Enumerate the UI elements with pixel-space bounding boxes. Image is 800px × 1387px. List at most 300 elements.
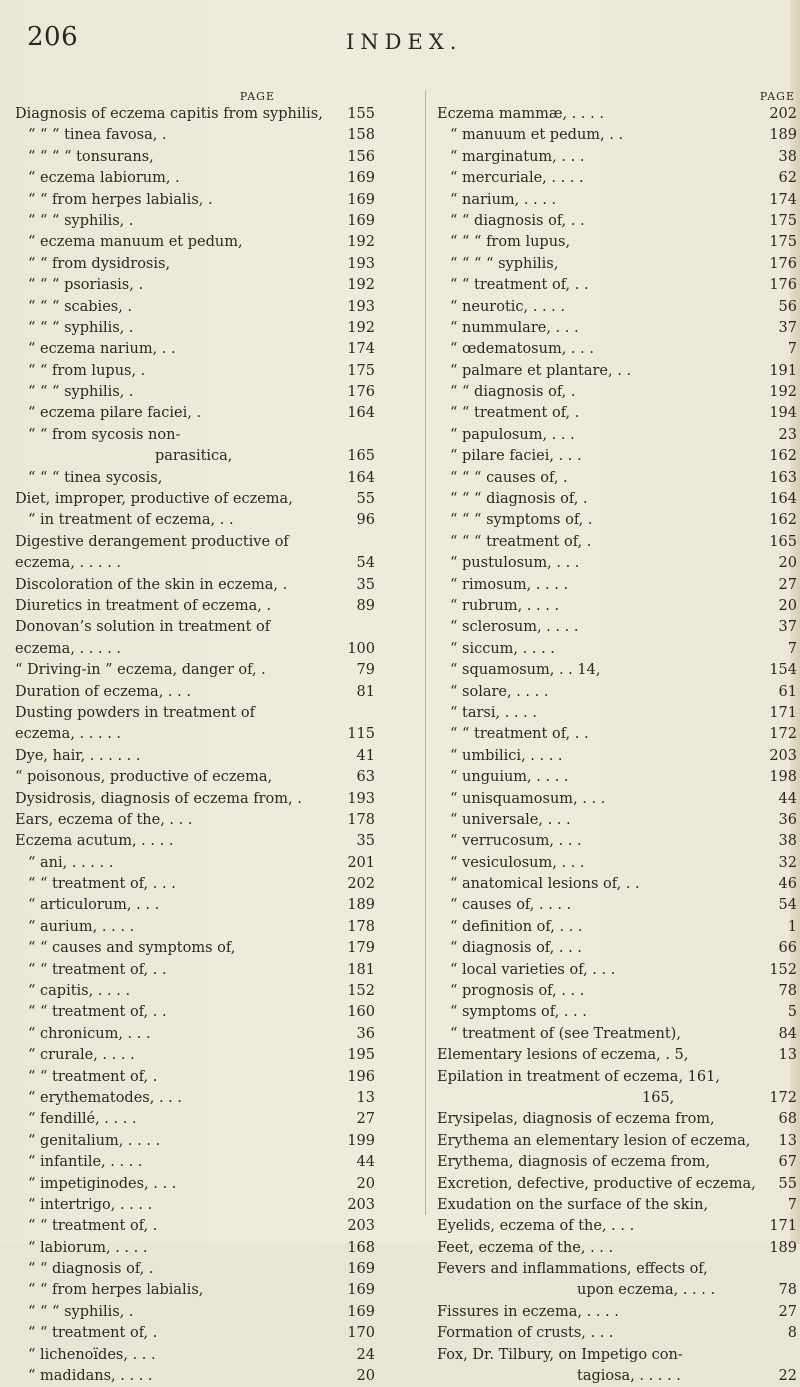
entry-text: “ lichenoïdes, . . . (28, 1346, 156, 1363)
entry-text: “ papulosum, . . . (450, 426, 575, 443)
index-entry (437, 168, 797, 189)
index-entry (15, 532, 375, 553)
entry-page: 32 (778, 854, 797, 871)
entry-text: “ “ “ syphilis, . (28, 319, 134, 336)
index-entry (437, 468, 797, 489)
entry-text: “ “ treatment of, . . (28, 961, 167, 978)
index-entry (15, 190, 375, 211)
entry-page: 196 (347, 1068, 375, 1085)
entry-text: “ local varieties of, . . . (450, 961, 616, 978)
index-entry (437, 831, 797, 852)
entry-text: “ “ diagnosis of, . . (450, 212, 585, 229)
entry-text: “ unisquamosum, . . . (450, 790, 606, 807)
entry-text: “ “ “ from lupus, (450, 234, 571, 251)
entry-page: 89 (356, 597, 375, 614)
entry-page: 78 (778, 1282, 797, 1299)
entry-text: Excretion, defective, productive of eczema, (437, 1175, 756, 1192)
index-entry (437, 1259, 797, 1280)
entry-text: “ anatomical lesions of, . . (450, 876, 640, 893)
entry-page: 46 (778, 876, 797, 893)
entry-page: 81 (356, 683, 375, 700)
entry-text: Diet, improper, productive of eczema, (15, 491, 293, 508)
entry-text: “ poisonous, productive of eczema, (15, 769, 273, 786)
entry-page: 181 (347, 961, 375, 978)
index-entry (437, 1345, 797, 1366)
entry-text: “ “ from lupus, . (28, 362, 146, 379)
entry-text: “ “ from herpes labialis, (28, 1282, 204, 1299)
index-entry (437, 874, 797, 895)
entry-text: “ manuum et pedum, . . (450, 127, 624, 144)
entry-text: Discoloration of the skin in eczema, . (15, 576, 288, 593)
index-entry (15, 660, 375, 681)
entry-text: “ articulorum, . . . (28, 897, 160, 914)
entry-text: Fissures in eczema, . . . . (437, 1303, 619, 1320)
index-entry (437, 275, 797, 296)
entry-text: “ “ “ diagnosis of, . (450, 491, 588, 508)
index-entry (15, 853, 375, 874)
index-entry (437, 960, 797, 981)
entry-text: Erythema an elementary lesion of eczema, (437, 1132, 751, 1149)
entry-page: 5 (787, 1004, 797, 1021)
entry-page: 169 (347, 170, 375, 187)
entry-page: 160 (347, 1004, 375, 1021)
entry-page: 62 (778, 170, 797, 187)
index-entry (437, 596, 797, 617)
entry-page: 63 (356, 769, 375, 786)
index-entry (437, 1024, 797, 1045)
entry-text: “ squamosum, . . 14, (450, 662, 601, 679)
index-entry (15, 703, 375, 724)
page-number: 206 (27, 22, 79, 52)
index-entry (15, 874, 375, 895)
index-entry (15, 361, 375, 382)
index-entry (437, 297, 797, 318)
entry-text: Eczema mammæ, . . . . (437, 106, 604, 122)
entry-page: 36 (778, 811, 797, 828)
entry-text: “ definition of, . . . (450, 918, 583, 935)
index-entry (15, 767, 375, 788)
index-entry (437, 1216, 797, 1237)
index-entry (437, 1045, 797, 1066)
index-entry (437, 403, 797, 424)
entry-text: “ madidans, . . . . (28, 1368, 153, 1385)
entry-page: 162 (769, 512, 797, 529)
entry-page: 38 (778, 148, 797, 165)
index-entry (15, 1323, 375, 1344)
entry-text: “ causes of, . . . . (450, 897, 572, 914)
entry-text: “ pustulosum, . . . (450, 555, 580, 572)
running-head-title: INDEX. (346, 30, 463, 54)
entry-page: 13 (356, 1089, 375, 1106)
index-entry (15, 1216, 375, 1237)
entry-text: Diagnosis of eczema capitis from syphilis, (15, 106, 323, 122)
index-entry (15, 617, 375, 638)
index-entry (15, 724, 375, 745)
index-entry (15, 510, 375, 531)
entry-page: 68 (778, 1111, 797, 1128)
entry-page: 189 (769, 1239, 797, 1256)
entry-text: Exudation on the surface of the skin, (437, 1196, 709, 1213)
entry-page: 192 (347, 277, 375, 294)
entry-text: Donovan’s solution in treatment of (15, 619, 271, 636)
entry-text: Ears, eczema of the, . . . (15, 811, 193, 828)
index-entry (437, 917, 797, 938)
index-entry (437, 446, 797, 467)
entry-page: 178 (347, 918, 375, 935)
index-entry (437, 254, 797, 275)
entry-page: 202 (347, 876, 375, 893)
entry-page: 162 (769, 448, 797, 465)
entry-text: “ diagnosis of, . . . (450, 940, 582, 957)
entry-page: 174 (347, 341, 375, 358)
entry-text: “ “ “ causes of, . (450, 469, 568, 486)
index-entry (15, 275, 375, 296)
column-divider (425, 90, 426, 1215)
entry-page: 192 (347, 234, 375, 251)
entry-text: “ “ “ tinea favosa, . (28, 127, 167, 144)
entry-text: Dysidrosis, diagnosis of eczema from, . (15, 790, 302, 807)
index-entry (437, 1195, 797, 1216)
entry-text: 165, (642, 1089, 675, 1106)
entry-page: 13 (778, 1132, 797, 1149)
index-entry (437, 318, 797, 339)
entry-text: “ “ treatment of, . . (28, 1004, 167, 1021)
entry-text: “ palmare et plantare, . . (450, 362, 632, 379)
entry-page: 169 (347, 1282, 375, 1299)
entry-text: parasitica, (155, 448, 233, 465)
entry-text: “ solare, . . . . (450, 683, 549, 700)
entry-text: “ “ diagnosis of, . (450, 384, 576, 401)
entry-text: “ aurium, . . . . (28, 918, 135, 935)
entry-page: 178 (347, 811, 375, 828)
entry-page: 35 (356, 576, 375, 593)
entry-text: “ vesiculosum, . . . (450, 854, 585, 871)
index-entry (437, 724, 797, 745)
index-entry (15, 895, 375, 916)
entry-text: “ “ “ psoriasis, . (28, 277, 144, 294)
entry-text: “ eczema manuum et pedum, (28, 234, 243, 251)
index-entry (437, 895, 797, 916)
entry-text: “ rimosum, . . . . (450, 576, 569, 593)
index-entry (437, 1002, 797, 1023)
entry-page: 61 (778, 683, 797, 700)
entry-text: “ capitis, . . . . (28, 983, 131, 1000)
index-entry (437, 1238, 797, 1259)
entry-page: 171 (769, 1218, 797, 1235)
entry-page: 35 (356, 833, 375, 850)
index-entry (437, 532, 797, 553)
index-entry (437, 553, 797, 574)
entry-page: 27 (356, 1111, 375, 1128)
index-entry (437, 853, 797, 874)
entry-text: “ genitalium, . . . . (28, 1132, 161, 1149)
entry-text: “ umbilici, . . . . (450, 747, 563, 764)
index-entry (15, 789, 375, 810)
entry-text: “ “ “ symptoms of, . (450, 512, 593, 529)
entry-text: eczema, . . . . . (15, 555, 122, 572)
entry-text: “ labiorum, . . . . (28, 1239, 148, 1256)
index-entry (15, 1280, 375, 1301)
entry-text: upon eczema, . . . . (577, 1282, 716, 1299)
entry-page: 24 (356, 1346, 375, 1363)
entry-text: “ universale, . . . (450, 811, 571, 828)
entry-text: “ eczema pilare faciei, . (28, 405, 202, 422)
index-entry (437, 510, 797, 531)
entry-page: 169 (347, 191, 375, 208)
entry-text: “ symptoms of, . . . (450, 1004, 587, 1021)
entry-text: “ “ diagnosis of, . (28, 1261, 154, 1278)
entry-page: 22 (778, 1368, 797, 1385)
index-entry (15, 1002, 375, 1023)
index-entry (15, 339, 375, 360)
entry-page: 193 (347, 790, 375, 807)
index-entry (15, 104, 375, 125)
entry-page: 8 (787, 1325, 797, 1342)
entry-page: 55 (778, 1175, 797, 1192)
entry-text: “ “ treatment of, . . (450, 277, 589, 294)
entry-page: 154 (769, 662, 797, 679)
entry-text: “ “ “ treatment of, . (450, 533, 592, 550)
entry-text: “ “ “ syphilis, . (28, 1303, 134, 1320)
index-entry (437, 1280, 797, 1301)
index-entry (15, 1088, 375, 1109)
entry-text: “ in treatment of eczema, . . (28, 512, 234, 529)
index-entry (437, 147, 797, 168)
entry-text: “ “ causes and symptoms of, (28, 940, 236, 957)
entry-text: “ fendillé, . . . . (28, 1111, 137, 1128)
index-entry (437, 767, 797, 788)
entry-text: “ “ treatment of, . (28, 1218, 158, 1235)
entry-page: 194 (769, 405, 797, 422)
entry-page: 78 (778, 983, 797, 1000)
index-entry (15, 147, 375, 168)
entry-text: Epilation in treatment of eczema, 161, (437, 1068, 720, 1085)
index-entry (15, 211, 375, 232)
entry-text: “ eczema narium, . . (28, 341, 176, 358)
index-entry (437, 789, 797, 810)
entry-page: 164 (347, 469, 375, 486)
entry-text: Elementary lesions of eczema, . 5, (437, 1047, 689, 1064)
entry-page: 203 (347, 1196, 375, 1213)
entry-page: 168 (347, 1239, 375, 1256)
entry-text: Dusting powders in treatment of (15, 704, 255, 721)
entry-text: “ “ from herpes labialis, . (28, 191, 213, 208)
entry-text: “ impetiginodes, . . . (28, 1175, 177, 1192)
entry-text: “ “ “ tinea sycosis, (28, 469, 163, 486)
entry-text: “ treatment of (see Treatment), (450, 1025, 681, 1042)
entry-page: 165 (769, 533, 797, 550)
entry-text: “ verrucosum, . . . (450, 833, 582, 850)
entry-text: eczema, . . . . . (15, 726, 122, 743)
entry-page: 37 (778, 619, 797, 636)
entry-page: 79 (356, 662, 375, 679)
entry-page: 175 (769, 212, 797, 229)
index-entry (15, 682, 375, 703)
entry-page: 176 (769, 277, 797, 294)
entry-text: “ “ treatment of, . (450, 405, 580, 422)
entry-page: 44 (356, 1154, 375, 1171)
entry-page: 192 (347, 319, 375, 336)
index-entry (437, 617, 797, 638)
left-index-column (15, 90, 375, 1387)
entry-text: “ Driving-in ” eczema, danger of, . (15, 662, 266, 679)
entry-page: 23 (778, 426, 797, 443)
entry-page: 175 (769, 234, 797, 251)
entry-page: 7 (787, 640, 797, 657)
entry-page: 41 (356, 747, 375, 764)
entry-page: 20 (778, 555, 797, 572)
index-entry (437, 361, 797, 382)
entry-text: “ chronicum, . . . (28, 1025, 151, 1042)
index-entry (15, 1045, 375, 1066)
entry-page: 44 (778, 790, 797, 807)
entry-text: “ “ treatment of, . . . (28, 876, 176, 893)
entry-page: 199 (347, 1132, 375, 1149)
index-entry (437, 575, 797, 596)
entry-page: 202 (769, 106, 797, 122)
entry-page: 20 (778, 597, 797, 614)
entry-page: 36 (356, 1025, 375, 1042)
entry-text: “ mercuriale, . . . . (450, 170, 584, 187)
entry-text: “ “ treatment of, . (28, 1325, 158, 1342)
entry-text: “ “ “ syphilis, . (28, 384, 134, 401)
index-entry (15, 254, 375, 275)
entry-text: “ nummulare, . . . (450, 319, 579, 336)
index-entry (15, 1067, 375, 1088)
entry-page: 189 (347, 897, 375, 914)
index-entry (437, 1067, 797, 1088)
entry-page: 38 (778, 833, 797, 850)
entry-text: “ pilare faciei, . . . (450, 448, 582, 465)
entry-page: 192 (769, 384, 797, 401)
entry-text: “ “ “ “ syphilis, (450, 255, 559, 272)
entry-page: 203 (347, 1218, 375, 1235)
index-entry (15, 575, 375, 596)
index-entry (15, 1259, 375, 1280)
entry-page: 176 (769, 255, 797, 272)
entry-page: 115 (347, 726, 375, 743)
entry-page: 198 (769, 769, 797, 786)
index-entry (15, 1024, 375, 1045)
index-entry (15, 960, 375, 981)
index-entry (15, 1238, 375, 1259)
entry-text: Feet, eczema of the, . . . (437, 1239, 614, 1256)
index-entry (437, 1366, 797, 1387)
left-page-label: PAGE (239, 90, 275, 103)
entry-page: 165 (347, 448, 375, 465)
entry-page: 7 (787, 1196, 797, 1213)
entry-page: 54 (778, 897, 797, 914)
index-entry (15, 938, 375, 959)
entry-page: 100 (347, 640, 375, 657)
index-entry (15, 446, 375, 467)
index-entry (437, 190, 797, 211)
index-entry (437, 211, 797, 232)
index-entry (15, 831, 375, 852)
entry-text: “ “ “ “ tonsurans, (28, 148, 154, 165)
index-entry (15, 1152, 375, 1173)
right-page-label: PAGE (759, 90, 795, 103)
index-entry (437, 489, 797, 510)
entry-page: 67 (778, 1154, 797, 1171)
index-entry (437, 746, 797, 767)
entry-text: “ “ “ syphilis, . (28, 212, 134, 229)
entry-text: “ rubrum, . . . . (450, 597, 560, 614)
entry-page: 56 (778, 298, 797, 315)
index-entry (437, 660, 797, 681)
entry-page: 84 (778, 1025, 797, 1042)
index-entry (437, 1302, 797, 1323)
entry-page: 191 (769, 362, 797, 379)
index-entry (15, 639, 375, 660)
entry-page: 96 (356, 512, 375, 529)
entry-page: 179 (347, 940, 375, 957)
entry-text: Fevers and inflammations, effects of, (437, 1261, 708, 1278)
index-entry (15, 553, 375, 574)
index-entry (15, 810, 375, 831)
entry-page: 155 (347, 106, 375, 122)
index-entry (15, 1195, 375, 1216)
entry-page: 169 (347, 1261, 375, 1278)
entry-text: “ unguium, . . . . (450, 769, 569, 786)
index-entry (15, 1174, 375, 1195)
entry-text: eczema, . . . . . (15, 640, 122, 657)
index-entry (15, 1366, 375, 1387)
index-entry (437, 1323, 797, 1344)
index-entry (15, 232, 375, 253)
index-entry (15, 382, 375, 403)
entry-text: “ œdematosum, . . . (450, 341, 594, 358)
entry-page: 7 (787, 341, 797, 358)
index-entry (15, 468, 375, 489)
index-entry (15, 917, 375, 938)
entry-text: Duration of eczema, . . . (15, 683, 191, 700)
index-entry (437, 1131, 797, 1152)
entry-page: 158 (347, 127, 375, 144)
entry-text: “ ani, . . . . . (28, 854, 114, 871)
index-entry (15, 403, 375, 424)
entry-text: “ crurale, . . . . (28, 1047, 135, 1064)
entry-page: 20 (356, 1175, 375, 1192)
index-entry (15, 981, 375, 1002)
index-entry (15, 425, 375, 446)
index-entry (15, 746, 375, 767)
entry-page: 176 (347, 384, 375, 401)
index-entry (15, 297, 375, 318)
index-entry (437, 232, 797, 253)
entry-page: 189 (769, 127, 797, 144)
entry-page: 163 (769, 469, 797, 486)
entry-page: 152 (769, 961, 797, 978)
entry-text: tagiosa, . . . . . (577, 1368, 681, 1385)
index-entry (15, 489, 375, 510)
entry-page: 1 (787, 918, 797, 935)
entry-page: 193 (347, 255, 375, 272)
index-entry (437, 382, 797, 403)
entry-text: Fox, Dr. Tilbury, on Impetigo con- (437, 1346, 683, 1363)
index-entry (15, 596, 375, 617)
entry-page: 55 (356, 491, 375, 508)
entry-page: 27 (778, 1303, 797, 1320)
entry-page: 156 (347, 148, 375, 165)
entry-page: 54 (356, 555, 375, 572)
index-entry (15, 1345, 375, 1366)
index-entry (437, 339, 797, 360)
index-entry (15, 168, 375, 189)
index-entry (15, 125, 375, 146)
entry-text: Eczema acutum, . . . . (15, 833, 174, 850)
entry-text: Dye, hair, . . . . . . (15, 747, 141, 764)
